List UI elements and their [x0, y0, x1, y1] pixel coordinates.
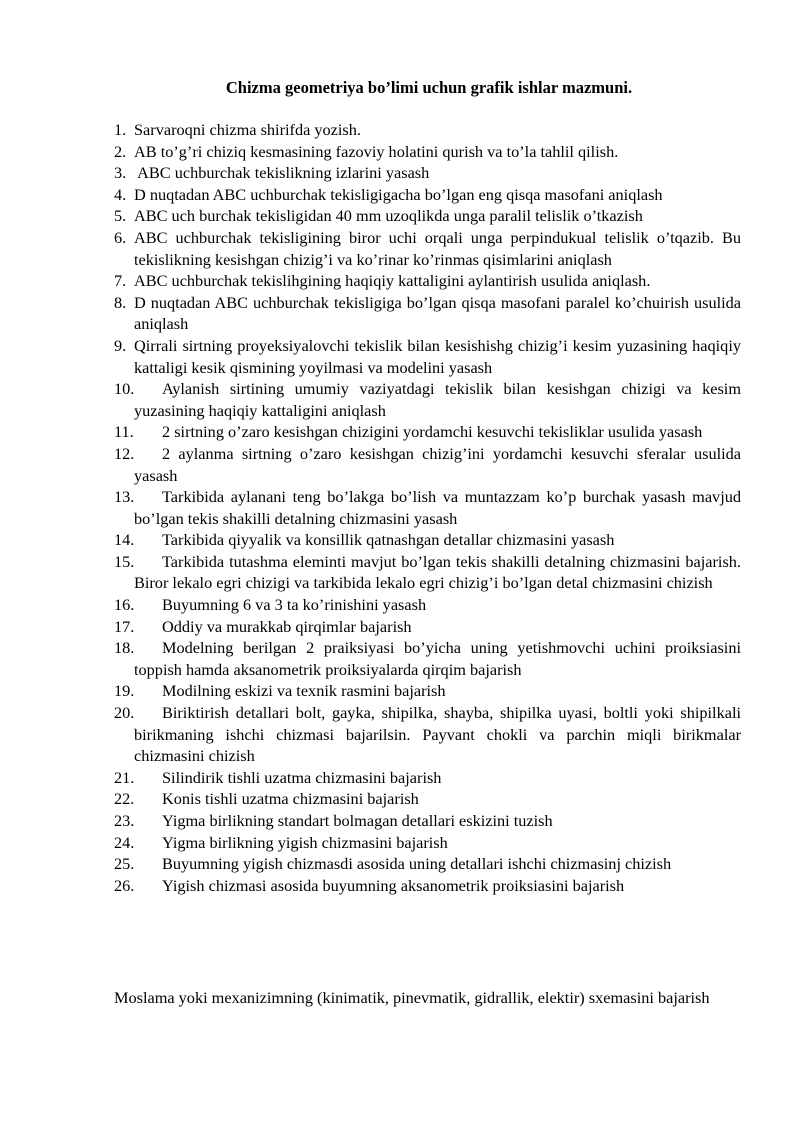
item-text: Biriktirish detallari bolt, gayka, shipilka, shayba, shipilka uyasi, boltli yoki shipilkali birikmaning ishchi chizmasi bajarilsin. Payvant chokli va parchin miqli birikmalar chizmasini chizish — [134, 703, 741, 766]
list-item — [0, 443, 800, 486]
item-number: 22. — [114, 789, 135, 809]
item-text: ABC uch burchak tekisligidan 40 mm uzoqlikda unga paralil telislik o’tkazish — [134, 206, 643, 226]
item-number: 10. — [114, 379, 135, 399]
item-text: D nuqtadan ABC uchburchak tekisligigacha bo’lgan eng qisqa masofani aniqlash — [134, 184, 663, 204]
item-text: AB to’g’ri chiziq kesmasining fazoviy holatini qurish va to’la tahlil qilish. — [134, 141, 619, 161]
item-number: 26. — [114, 875, 135, 895]
list-item — [0, 810, 800, 832]
item-text: Qirrali sirtning proyeksiyalovchi tekislik bilan kesishishg chizig’i kesim yuzasining haqiqiy kattaligi kesik qismining yoyilmasi va modelini yasash — [134, 335, 741, 377]
list-item — [0, 378, 800, 421]
item-text: ABC uchburchak tekislikning izlarini yasash — [134, 163, 430, 183]
item-number: 12. — [114, 443, 135, 463]
item-text: Oddiy va murakkab qirqimlar bajarish — [162, 616, 412, 636]
list-item — [0, 832, 800, 854]
item-text: Modelning berilgan 2 praiksiyasi bo’yicha uning yetishmovchi uchini proiksiasini toppish hamda aksanometrik proiksiyalarda qirqim bajarish — [134, 638, 741, 679]
item-number: 17. — [114, 616, 135, 636]
list-item — [0, 788, 800, 810]
item-number: 15. — [114, 551, 135, 571]
item-text: Yigma birlikning standart bolmagan detallari eskizini tuzish — [162, 811, 553, 830]
item-number: 13. — [114, 487, 135, 507]
list-item — [0, 162, 800, 184]
item-number: 25. — [114, 854, 135, 874]
list-item — [0, 184, 800, 206]
list-item — [0, 141, 800, 163]
list-item — [0, 637, 800, 680]
list-item — [0, 551, 800, 594]
item-number: 2. — [114, 141, 127, 161]
item-text: Buyumning yigish chizmasdi asosida uning detallari ishchi chizmasinj chizish — [162, 854, 672, 874]
list-item — [0, 529, 800, 551]
item-text: 2 sirtning o’zaro kesishgan chizigini yordamchi kesuvchi tekisliklar usulida yasash — [162, 422, 703, 442]
item-number: 23. — [114, 811, 135, 830]
list-item — [0, 270, 800, 292]
item-number: 16. — [114, 595, 135, 615]
list-item — [0, 486, 800, 529]
item-text: Tarkibida tutashma eleminti mavjut bo’lgan tekis shakilli detalning chizmasini bajarish. Biror lekalo egri chizigi va tarkibida lekalo egri chizig’i bo’lgan detal chizmasini chizish — [134, 551, 741, 593]
list-item — [0, 335, 800, 378]
item-text: Tarkibida aylanani teng bo’lakga bo’lish va muntazzam ko’p burchak yasash mavjud bo’lgan tekis shakilli detalning chizmasini yasash — [134, 487, 741, 528]
item-text: D nuqtadan ABC uchburchak tekisligiga bo’lgan qisqa masofani paralel ko’chuirish usulida aniqlash — [134, 292, 741, 334]
list-item — [0, 594, 800, 616]
list-item — [0, 767, 800, 789]
item-number: 14. — [114, 530, 135, 550]
item-number: 11. — [114, 422, 134, 442]
item-text: Yigma birlikning yigish chizmasini bajarish — [162, 832, 448, 852]
item-number: 19. — [114, 681, 135, 701]
item-text: Aylanish sirtining umumiy vaziyatdagi tekislik bilan kesishgan chizigi va kesim yuzasining haqiqiy kattaligini aniqlash — [134, 379, 741, 420]
list-item — [0, 292, 800, 335]
document-title: Chizma geometriya bo’limi uchun grafik ishlar mazmuni. — [225, 78, 633, 97]
item-number: 7. — [114, 271, 127, 291]
list-item — [0, 702, 800, 767]
list-item — [0, 680, 800, 702]
list-item — [0, 853, 800, 875]
list-item — [0, 205, 800, 227]
item-number: 4. — [114, 184, 127, 204]
item-text: Silindirik tishli uzatma chizmasini bajarish — [162, 767, 442, 787]
item-text: Konis tishli uzatma chizmasini bajarish — [162, 789, 419, 809]
item-number: 1. — [114, 120, 127, 139]
list-item — [0, 227, 800, 270]
item-number: 21. — [114, 767, 135, 787]
footer-paragraph: Moslama yoki mexanizimning (kinimatik, pinevmatik, gidrallik, elektir) sxemasini bajarish — [114, 988, 710, 1007]
item-text: ABC uchburchak tekisligining biror uchi orqali unga perpindukual telislik o’tqazib. Bu tekislikning kesishgan chizig’i va ko’rinar ko’rinmas qisimlarini aniqlash — [134, 227, 741, 269]
item-number: 8. — [114, 292, 127, 312]
item-text: Modilning eskizi va texnik rasmini bajarish — [162, 681, 446, 701]
list-item — [0, 875, 800, 897]
item-text: Yigish chizmasi asosida buyumning aksanometrik proiksiasini bajarish — [162, 875, 625, 895]
item-text: ABC uchburchak tekislihgining haqiqiy kattaligini aylantirish usulida aniqlash. — [134, 271, 651, 291]
list-item — [0, 421, 800, 443]
item-number: 18. — [114, 638, 135, 658]
item-number: 20. — [114, 703, 135, 723]
item-number: 5. — [114, 206, 127, 226]
item-number: 9. — [114, 335, 127, 355]
item-number: 24. — [114, 832, 135, 852]
list-item — [0, 616, 800, 638]
item-number: 3. — [114, 163, 127, 183]
item-text: Tarkibida qiyyalik va konsillik qatnashgan detallar chizmasini yasash — [162, 530, 615, 550]
item-text: 2 aylanma sirtning o’zaro kesishgan chizig’ini yordamchi kesuvchi sferalar usulida yasash — [134, 443, 741, 485]
item-text: Sarvaroqni chizma shirifda yozish. — [134, 120, 361, 139]
list-item — [0, 119, 800, 141]
task-list — [0, 119, 800, 896]
item-number: 6. — [114, 227, 127, 247]
item-text: Buyumning 6 va 3 ta ko’rinishini yasash — [162, 595, 427, 615]
